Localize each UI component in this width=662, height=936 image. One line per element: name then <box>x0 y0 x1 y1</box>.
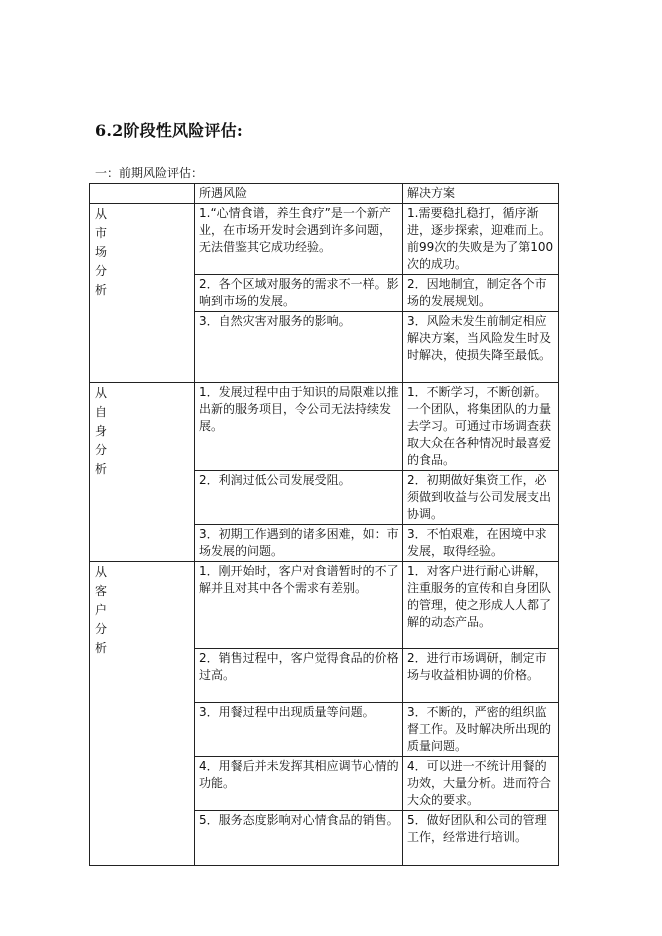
solution-cell: 2．初期做好集资工作，必须做到收益与公司发展支出协调。 <box>403 471 559 525</box>
solution-cell: 1．对客户进行耐心讲解，注重服务的宣传和自身团队的管理，使之形成人人都了解的动态产品。 <box>403 562 559 649</box>
group-label-text: 从市场分析 <box>94 207 107 297</box>
group-label-customer <box>90 562 195 866</box>
solution-cell: 3．风险未发生前制定相应解决方案，当风险发生时及时解决，使损失降至最低。 <box>403 312 559 383</box>
table-row <box>90 204 559 275</box>
group-label-market <box>90 204 195 383</box>
table-row <box>90 383 559 471</box>
solution-cell: 2．因地制宜，制定各个市场的发展规划。 <box>403 275 559 312</box>
header-risk: 所遇风险 <box>195 184 403 204</box>
risk-cell: 2．各个区域对服务的需求不一样。影响到市场的发展。 <box>195 275 403 312</box>
solution-cell: 3．不断的，严密的组织监督工作。及时解决所出现的质量问题。 <box>403 703 559 757</box>
risk-cell: 1.“心情食谱，养生食疗”是一个新产业，在市场开发时会遇到许多问题，无法借鉴其它成功经验。 <box>195 204 403 275</box>
risk-cell: 5．服务态度影响对心情食品的销售。 <box>195 811 403 866</box>
table-row <box>90 562 559 649</box>
group-label-self <box>90 383 195 562</box>
solution-cell: 5．做好团队和公司的管理工作，经常进行培训。 <box>403 811 559 866</box>
risk-assessment-table <box>89 183 559 866</box>
header-solution: 解决方案 <box>403 184 559 204</box>
header-blank-cell <box>90 184 195 204</box>
risk-cell: 1．刚开始时，客户对食谱暂时的不了解并且对其中各个需求有差别。 <box>195 562 403 649</box>
subsection-heading: 一：前期风险评估： <box>95 166 204 180</box>
solution-cell: 1.需要稳扎稳打，循序渐进，逐步探索，迎难而上。前99次的失败是为了第100次的成功。 <box>403 204 559 275</box>
risk-cell: 3．初期工作遇到的诸多困难，如：市场发展的问题。 <box>195 525 403 562</box>
table-header-row <box>90 184 559 204</box>
risk-cell: 2．销售过程中，客户觉得食品的价格过高。 <box>195 649 403 703</box>
risk-cell: 1．发展过程中由于知识的局限难以推出新的服务项目，令公司无法持续发展。 <box>195 383 403 471</box>
risk-cell: 4．用餐后并未发挥其相应调节心情的功能。 <box>195 757 403 811</box>
solution-cell: 4．可以进一不统计用餐的功效，大量分析。进而符合大众的要求。 <box>403 757 559 811</box>
risk-cell: 3．用餐过程中出现质量等问题。 <box>195 703 403 757</box>
solution-cell: 3．不怕艰难，在困境中求发展，取得经验。 <box>403 525 559 562</box>
risk-cell: 3．自然灾害对服务的影响。 <box>195 312 403 383</box>
solution-cell: 1．不断学习，不断创新。一个团队，将集团队的力量去学习。可通过市场调查获取大众在各种情况时最喜爱的食品。 <box>403 383 559 471</box>
group-label-text: 从客户分析 <box>94 565 107 655</box>
group-label-text: 从自身分析 <box>94 386 107 476</box>
risk-cell: 2．利润过低公司发展受阻。 <box>195 471 403 525</box>
section-heading: 6.2阶段性风险评估: <box>95 121 243 140</box>
solution-cell: 2．进行市场调研，制定市场与收益相协调的价格。 <box>403 649 559 703</box>
